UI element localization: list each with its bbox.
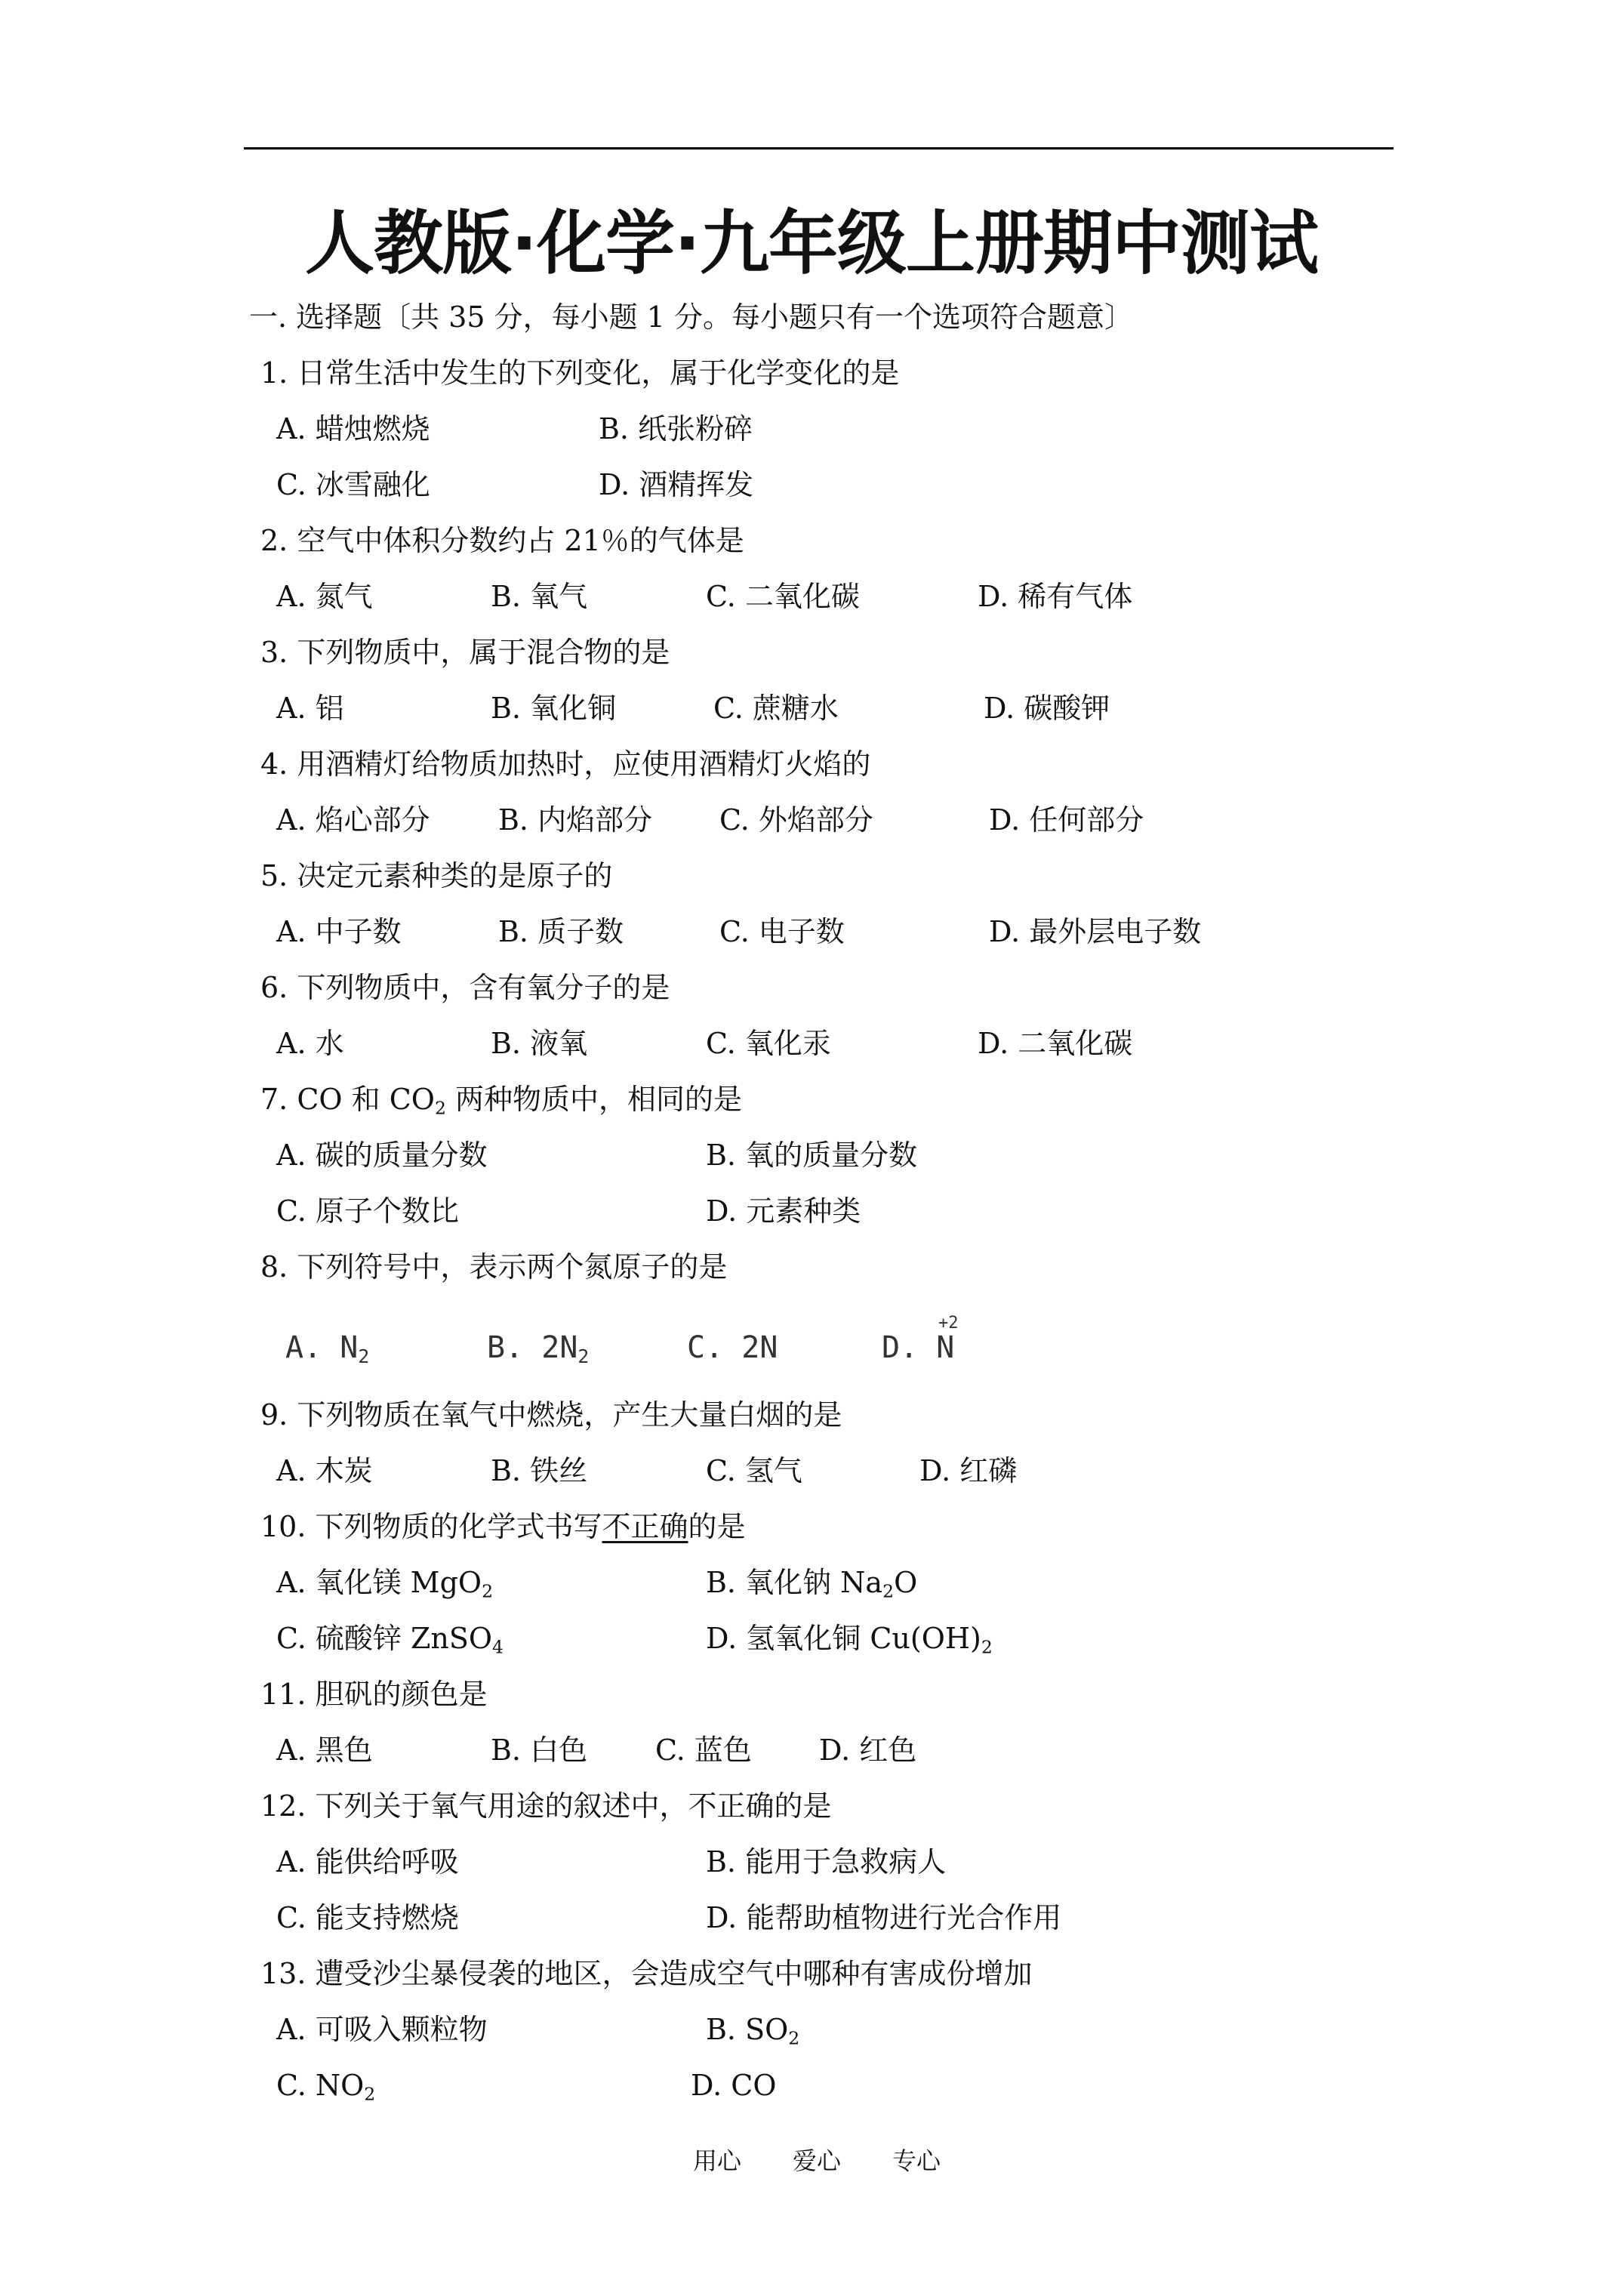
q5-option-c: C. 电子数 — [719, 915, 845, 948]
q1-option-d: D. 酒精挥发 — [599, 468, 754, 501]
page-title: 人教版·化学·九年级上册期中测试 — [305, 203, 1318, 284]
q11-option-c: C. 蓝色 — [655, 1734, 752, 1767]
q13-option-b: B. $SO_2$ — [706, 2013, 800, 2049]
q10-option-a: A. 氧化镁 MgO$_2$ — [276, 1566, 494, 1602]
q10-option-b: B. 氧化钠 $Na_2O$ — [706, 1566, 918, 1602]
q8-option-a: A. $N_2$ — [285, 1330, 370, 1367]
q12-option-d: D. 能帮助植物进行光合作用 — [706, 1901, 1062, 1934]
q10-option-c: C. 硫酸锌 ZnSO$_4$ — [276, 1622, 504, 1658]
question-2: 2. 空气中体积分数约占 21％的气体是 — [260, 524, 744, 557]
header-rule — [244, 147, 1394, 149]
q9-option-a: A. 木炭 — [276, 1454, 373, 1487]
q6-option-b: B. 液氧 — [491, 1027, 588, 1060]
question-1: 1. 日常生活中发生的下列变化，属于化学变化的是 — [260, 356, 900, 390]
question-4: 4. 用酒精灯给物质加热时，应使用酒精灯火焰的 — [260, 747, 871, 781]
q11-option-b: B. 白色 — [491, 1734, 588, 1767]
q7-option-c: C. 原子个数比 — [276, 1194, 459, 1228]
q5-option-d: D. 最外层电子数 — [989, 915, 1202, 948]
q2-option-a: A. 氮气 — [276, 580, 373, 613]
q12-option-c: C. 能支持燃烧 — [276, 1901, 459, 1934]
q11-option-a: A. 黑色 — [276, 1734, 373, 1767]
q8-option-c: C. 2N — [687, 1330, 778, 1365]
q2-option-b: B. 氧气 — [491, 580, 588, 613]
q6-option-a: A. 水 — [276, 1027, 344, 1060]
q2-option-c: C. 二氧化碳 — [706, 580, 860, 613]
q6-option-d: D. 二氧化碳 — [978, 1027, 1133, 1060]
q3-option-b: B. 氧化铜 — [491, 692, 617, 725]
question-9: 9. 下列物质在氧气中燃烧，产生大量白烟的是 — [260, 1398, 842, 1432]
q13-option-c: C. $NO_2$ — [276, 2069, 376, 2105]
question-10: 10. 下列物质的化学式书写不正确的是 — [260, 1510, 746, 1543]
q12-option-b: B. 能用于急救病人 — [706, 1845, 947, 1878]
q8-option-b: B. $2N_2$ — [487, 1330, 590, 1367]
q13-option-a: A. 可吸入颗粒物 — [276, 2013, 488, 2046]
q13-option-d: D. CO — [691, 2069, 777, 2102]
question-11: 11. 胆矾的颜色是 — [260, 1678, 488, 1711]
q3-option-c: C. 蔗糖水 — [713, 692, 839, 725]
q7-option-b: B. 氧的质量分数 — [706, 1139, 918, 1172]
q11-option-d: D. 红色 — [819, 1734, 917, 1767]
q6-option-c: C. 氧化汞 — [706, 1027, 831, 1060]
footer-mid: 爱心 — [793, 2147, 842, 2175]
question-13: 13. 遭受沙尘暴侵袭的地区，会造成空气中哪种有害成份增加 — [260, 1957, 1033, 1990]
q4-option-b: B. 内焰部分 — [498, 803, 653, 837]
q10-option-d: D. 氢氧化铜 $Cu(OH)_2$ — [706, 1622, 993, 1658]
q9-option-b: B. 铁丝 — [491, 1454, 588, 1487]
q7-option-d: D. 元素种类 — [706, 1194, 861, 1228]
q5-option-b: B. 质子数 — [498, 915, 624, 948]
question-7: 7. CO 和 $CO_2$ 两种物质中，相同的是 — [260, 1083, 743, 1119]
q7-option-a: A. 碳的质量分数 — [276, 1139, 488, 1172]
q4-option-c: C. 外焰部分 — [719, 803, 873, 837]
q3-option-a: A. 铝 — [276, 692, 344, 725]
q1-option-c: C. 冰雪融化 — [276, 468, 430, 501]
q5-option-a: A. 中子数 — [276, 915, 402, 948]
q9-option-d: D. 红磷 — [919, 1454, 1018, 1487]
q9-option-c: C. 氢气 — [706, 1454, 802, 1487]
q1-option-b: B. 纸张粉碎 — [599, 412, 753, 445]
question-6: 6. 下列物质中，含有氧分子的是 — [260, 971, 670, 1004]
q8-option-d: D. N — [882, 1330, 955, 1365]
q1-option-a: A. 蜡烛燃烧 — [276, 412, 430, 445]
question-3: 3. 下列物质中，属于混合物的是 — [260, 636, 670, 669]
question-5: 5. 决定元素种类的是原子的 — [260, 859, 613, 892]
q8-option-d-valence: +2 — [938, 1314, 959, 1333]
footer-left: 用心 — [693, 2147, 742, 2175]
q4-option-a: A. 焰心部分 — [276, 803, 430, 837]
q12-option-a: A. 能供给呼吸 — [276, 1845, 459, 1878]
footer-right: 专心 — [892, 2147, 941, 2175]
q4-option-d: D. 任何部分 — [989, 803, 1144, 837]
q3-option-d: D. 碳酸钾 — [984, 692, 1110, 725]
question-12: 12. 下列关于氧气用途的叙述中，不正确的是 — [260, 1789, 832, 1823]
section-heading: 一. 选择题〔共 35 分，每小题 1 分。每小题只有一个选项符合题意〕 — [249, 300, 1134, 334]
question-8: 8. 下列符号中，表示两个氮原子的是 — [260, 1250, 728, 1284]
q2-option-d: D. 稀有气体 — [978, 580, 1133, 613]
